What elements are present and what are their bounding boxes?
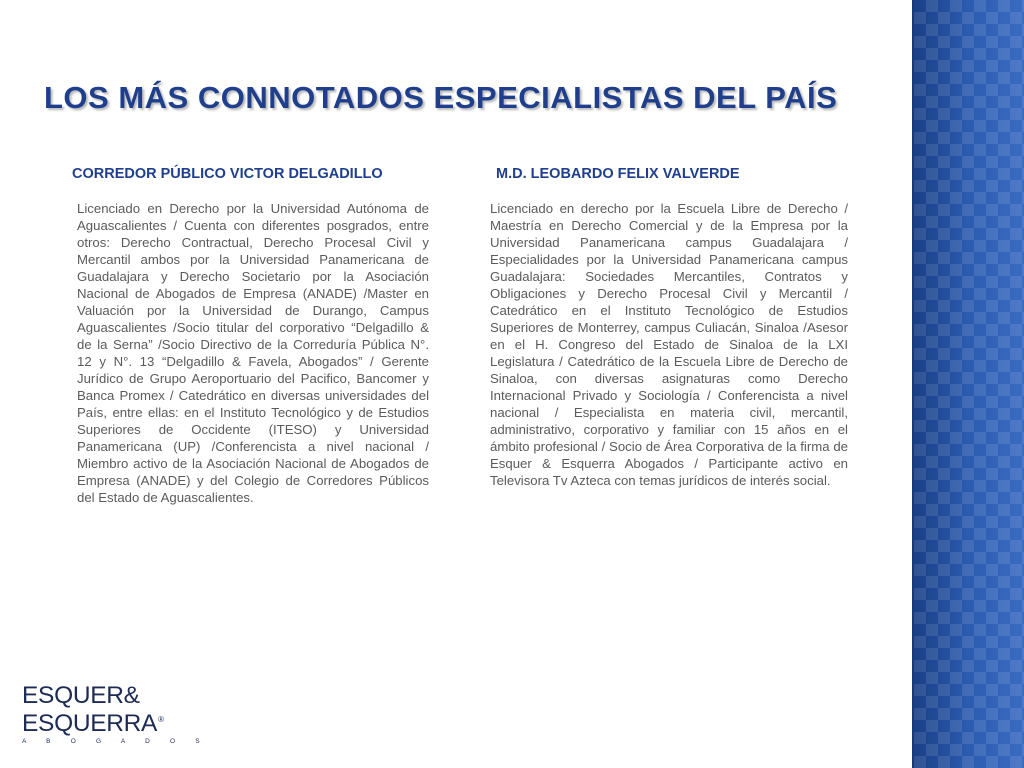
logo-line-2-wrap [22,708,162,736]
slide-title: LOS MÁS CONNOTADOS ESPECIALISTAS DEL PAÍS [44,80,838,115]
left-profile-bio: Licenciado en Derecho por la Universidad Autónoma de Aguascalientes / Cuenta con diferentes posgrados, entre otros: Derecho Contractual, Derecho Procesal Civil y Mercantil ambos por la Universidad Panamericana de Guadalajara y Derecho Societario por la Asociación Nacional de Abogados de Empresa (ANADE) /Master en Valuación por la Universidad de Durango, Campus Aguascalientes /Socio titular del corporativo “Delgadillo & de la Serna” /Socio Directivo de la Correduría Pública N°. 12 y N°. 13 “Delgadillo & Favela, Abogados” / Gerente Jurídico de Grupo Aeroportuario del Pacifico, Bancomer y Banca Promex / Catedrático en diversas universidades del País, entre ellas: en el Instituto Tecnológico y de Estudios Superiores de Occidente (ITESO) y Universidad Panamericana (UP) /Conferencista a nivel nacional / Miembro activo de la Asociación Nacional de Abogados de Empresa (ANADE) y del Colegio de Corredores Públicos del Estado de Aguascalientes. [77,201,429,505]
logo-tagline: A B O G A D O S [22,738,209,746]
left-profile [72,166,432,506]
right-profile [490,166,848,489]
logo-line-1: ESQUER& [22,682,140,709]
left-profile-name: CORREDOR PÚBLICO VICTOR DELGADILLO [72,166,383,182]
decorative-side-band [912,0,1024,768]
firm-logo [22,682,209,754]
registered-mark: ® [158,715,164,724]
right-profile-name: M.D. LEOBARDO FELIX VALVERDE [496,166,740,182]
logo-line-2: ESQUERRA [22,710,158,738]
right-profile-bio: Licenciado en derecho por la Escuela Libre de Derecho / Maestría en Derecho Comercial y de la Empresa por la Universidad Panamericana campus Guadalajara / Especialidades por la Universidad Panamericana campus Guadalajara: Sociedades Mercantiles, Contratos y Obligaciones y Derecho Procesal Civil y Mercantil / Catedrático en el Instituto Tecnológico de Estudios Superiores de Monterrey, campus Culiacán, Sinaloa /Asesor en el H. Congreso del Estado de Sinaloa de la LXI Legislatura / Catedrático de la Escuela Libre de Derecho de Sinaloa, con diversas asignaturas como Derecho Internacional Privado y Sociología / Conferencista a nivel nacional / Especialista en materia civil, mercantil, administrativo, corporativo y familiar con 15 años en el ámbito profesional / Socio de Área Corporativa de la firma de Esquer & Esquerra Abogados / Participante activo en Televisora Tv Azteca con temas jurídicos de interés social. [490,201,848,488]
